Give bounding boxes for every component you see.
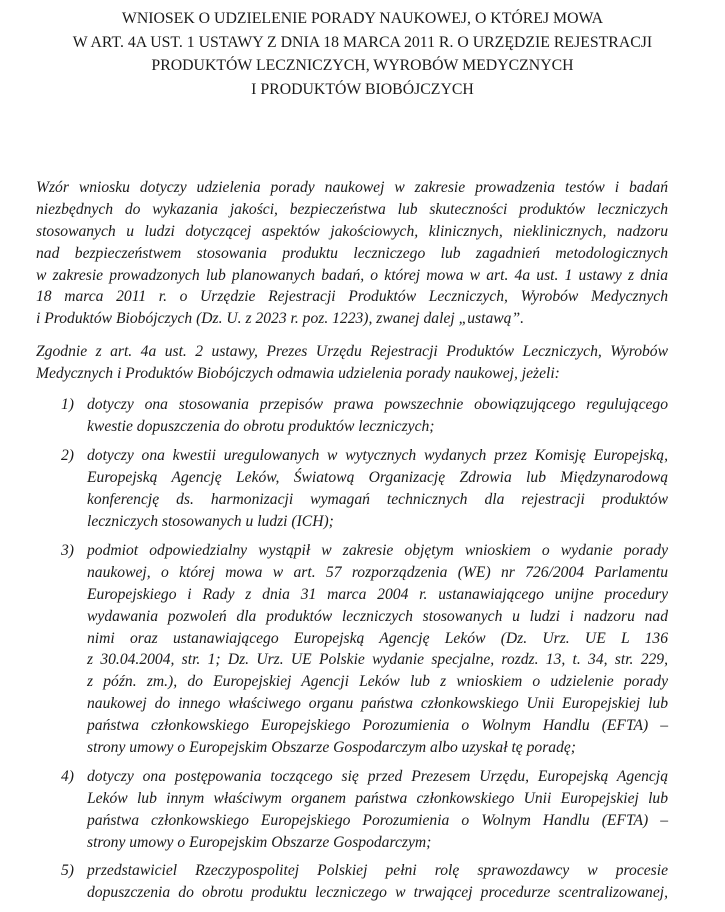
paragraph-line: Wzór wniosku dotyczy udzielenia porady naukowej w zakresie prowadzenia testów i badań (36, 179, 668, 196)
conditions-paragraph (36, 341, 668, 385)
list-item-line: przedstawiciel Rzeczypospolitej Polskiej pełni rolę sprawozdawcy w procesie (87, 862, 668, 879)
list-item-line: podmiot odpowiedzialny wystąpił w zakresie objętym wnioskiem o wydanie porady (87, 542, 668, 559)
list-item-line: dotyczy ona kwestii uregulowanych w wytycznych wydanych przez Komisję Europejską, (87, 447, 668, 464)
paragraph-line: niezbędnych do wykazania jakości, bezpieczeństwa lub skuteczności produktów leczniczych (36, 200, 668, 218)
list-item-line: dotyczy ona stosowania przepisów prawa powszechnie obowiązującego regulującego (87, 396, 668, 413)
intro-paragraph (36, 177, 668, 330)
title-line: PRODUKTÓW LECZNICZYCH, WYROBÓW MEDYCZNYCH (151, 57, 574, 75)
list-item-line: nimi oraz ustanawiającego Europejską Agencję Leków (Dz. Urz. UE L 136 (87, 629, 668, 647)
list-item-number: 2) (61, 447, 74, 464)
title-line: WNIOSEK O UDZIELENIE PORADY NAUKOWEJ, O KTÓREJ MOWA (121, 10, 604, 27)
list-item-line: kwestie dopuszczenia do obrotu produktów leczniczych; (87, 417, 435, 435)
list-item-line: dopuszczenia do obrotu produktu leczniczego w trwającej procedurze scentralizowanej, (87, 883, 668, 901)
list-item-line: Leków lub innym właściwym organem państwa członkowskiego Unii Europejskiej lub (87, 789, 668, 807)
paragraph-line: i Produktów Biobójczych (Dz. U. z 2023 r. poz. 1223), zwanej dalej „ustawą”. (36, 310, 525, 328)
list-item-line: dotyczy ona postępowania toczącego się przed Prezesem Urzędu, Europejską Agencją (87, 768, 668, 785)
paragraph-line: stosowanych u ludzi dotyczącej aspektów jakościowych, klinicznych, nieklinicznych, nadzoru (36, 222, 668, 240)
list-item-number: 5) (61, 862, 74, 879)
list-item-line: strony umowy o Europejskim Obszarze Gospodarczym albo uzyskał tę poradę; (87, 739, 576, 757)
list-item-line: naukowej do innego właściwego organu państwa członkowskiego Unii Europejskiej lub (87, 695, 668, 713)
list-item-number: 1) (61, 396, 74, 413)
title-line: W ART. 4A UST. 1 USTAWY Z DNIA 18 MARCA 2011 R. O URZĘDZIE REJESTRACJI (72, 33, 653, 51)
list-item-line: Europejskiego i Rady z dnia 31 marca 2004 r. ustanawiającego unijne procedury (87, 585, 668, 603)
paragraph-line: Zgodnie z art. 4a ust. 2 ustawy, Prezes Urzędu Rejestracji Produktów Leczniczych, Wyrobów (36, 343, 668, 360)
list-item-line: strony umowy o Europejskim Obszarze Gospodarczym; (87, 833, 432, 851)
list-item-line: z późn. zm.), do Europejskiej Agencji Leków lub z wnioskiem o udzielenie porady (87, 673, 668, 691)
list-item-line: wydawania pozwoleń dla produktów leczniczych stosowanych u ludzi i nadzoru nad (87, 607, 668, 625)
list-item-line: naukowej, o której mowa w art. 57 rozporządzenia (WE) nr 726/2004 Parlamentu (87, 563, 668, 581)
paragraph-line: Medycznych i Produktów Biobójczych odmawia udzielenia porady naukowej, jeżeli: (36, 364, 560, 382)
paragraph-line: nad bezpieczeństwem stosowania produktu leczniczego lub zagadnień metodologicznych (36, 244, 668, 262)
list-item-line: leczniczych stosowanych u ludzi (ICH); (87, 512, 334, 530)
list-item-line: konferencję ds. harmonizacji wymagań technicznych dla rejestracji produktów (87, 490, 668, 508)
paragraph-line: 18 marca 2011 r. o Urzędzie Rejestracji Produktów Leczniczych, Wyrobów Medycznych (36, 288, 668, 306)
list-item-line: państwa członkowskiego Europejskiego Porozumienia o Wolnym Handlu (EFTA) – (87, 717, 668, 735)
list-item-number: 4) (61, 768, 74, 785)
list-item-line: Europejską Agencję Leków, Światową Organizację Zdrowia lub Międzynarodową (87, 468, 668, 486)
title-line: I PRODUKTÓW BIOBÓJCZYCH (251, 80, 474, 98)
list-item-number: 3) (61, 542, 74, 559)
paragraph-line: w zakresie prowadzonych lub planowanych badań, o której mowa w art. 4a ust. 1 ustawy z dnia (36, 266, 668, 284)
list-item-line: państwa członkowskiego Europejskiego Porozumienia o Wolnym Handlu (EFTA) – (87, 811, 668, 829)
list-item-line: z 30.04.2004, str. 1; Dz. Urz. UE Polskie wydanie specjalne, rozdz. 13, t. 34, str. 229, (87, 651, 668, 669)
document-title (20, 7, 705, 101)
